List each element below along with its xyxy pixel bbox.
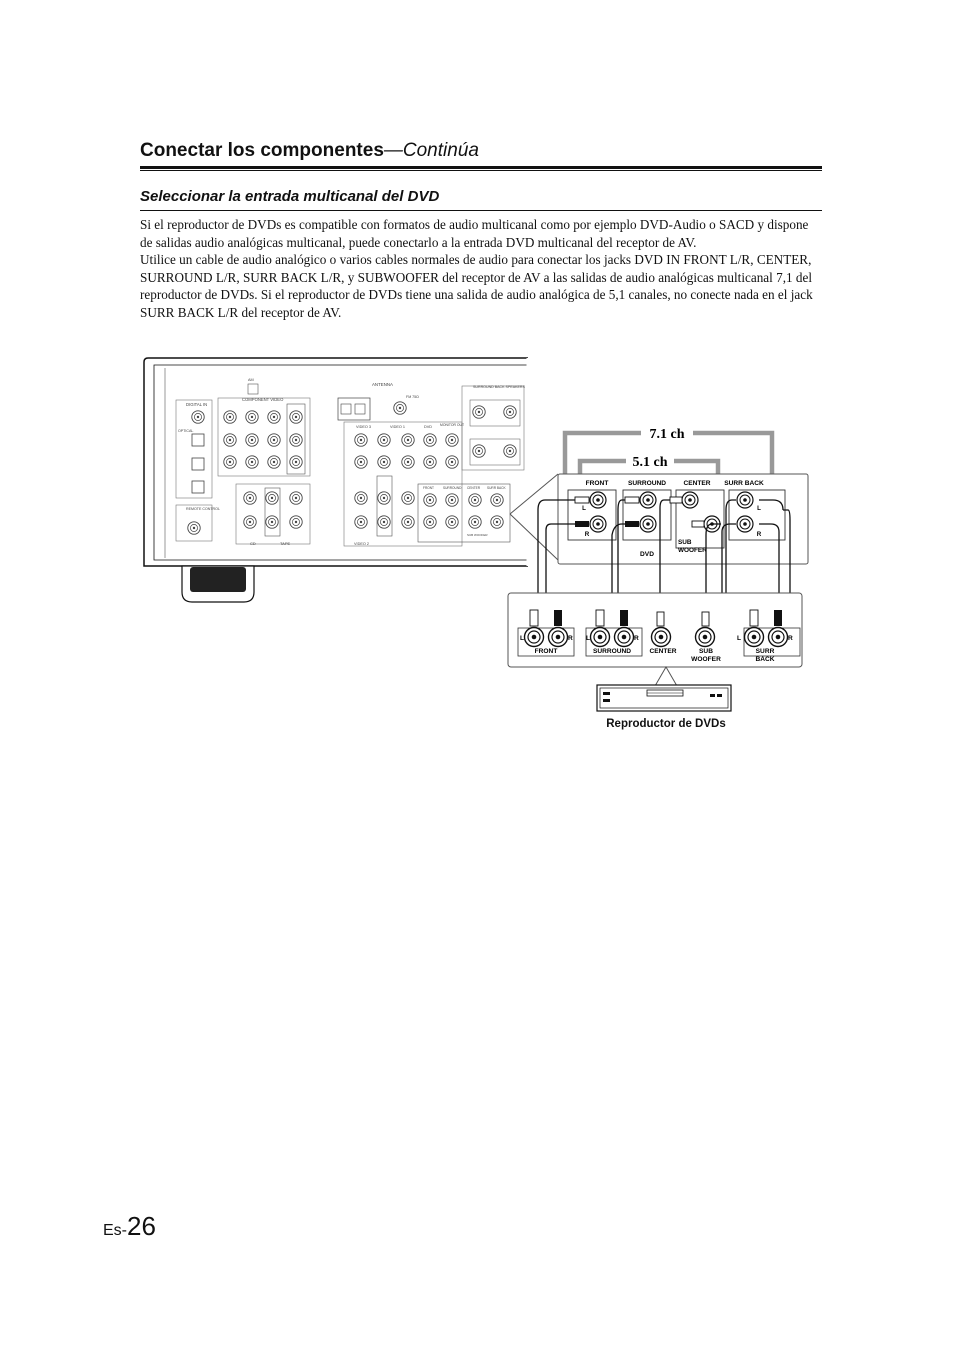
dvd-player-icon	[597, 685, 731, 711]
player-r-3: R	[788, 635, 793, 642]
page-prefix: Es-	[103, 1222, 127, 1239]
badge-5-1-ch: 5.1 ch	[632, 455, 668, 470]
panel-l-1: L	[582, 505, 586, 512]
player-surround-l-jack	[591, 628, 610, 647]
label-optical: OPTICAL	[178, 429, 194, 433]
receiver-rear-panel	[144, 358, 528, 602]
header-title-text: Conectar los componentes	[140, 140, 384, 161]
label-video2: VIDEO 2	[354, 542, 369, 546]
label-remote: REMOTE CONTROL	[186, 507, 220, 511]
player-label-front: FRONT	[534, 648, 558, 655]
label-surround-back-speakers: SURROUND BACK SPEAKERS	[473, 385, 525, 389]
player-front-r-jack	[549, 628, 568, 647]
panel-label-surr-back: SURR BACK	[724, 480, 764, 487]
label-cd: CD	[250, 541, 256, 546]
panel-label-sub: SUB	[678, 539, 692, 546]
player-label-center: CENTER	[649, 648, 677, 655]
label-small-surr-back: SURR BACK	[487, 486, 506, 490]
receiver-front-r-jack	[590, 516, 606, 532]
label-video3: VIDEO 3	[356, 425, 371, 429]
player-label-surr: SURR	[755, 648, 775, 655]
player-output-panel	[508, 593, 802, 667]
label-component-video: COMPONENT VIDEO	[242, 397, 284, 402]
label-video1: VIDEO 1	[390, 425, 405, 429]
player-subwoofer-jack	[696, 628, 715, 647]
label-small-front: FRONT	[423, 486, 434, 490]
player-label-sub: SUB	[699, 648, 713, 655]
player-surr-back-r-jack	[769, 628, 788, 647]
label-fm: FM 75Ω	[406, 395, 419, 399]
receiver-front-l-jack	[590, 492, 606, 508]
panel-label-surround: SURROUND	[627, 480, 667, 487]
paragraph-1: Si el reproductor de DVDs es compatible con formatos de audio multicanal como por ejemplo DVD-Audio o SACD y dispone de salidas audio analógicas multicanal, puede conectarlo a la entrada DVD multicanal del receptor de AV.	[140, 217, 809, 250]
player-r-2: R	[634, 635, 639, 642]
player-surr-back-l-jack	[745, 628, 764, 647]
badge-7-1-ch: 7.1 ch	[649, 427, 685, 442]
section-title: Seleccionar la entrada multicanal del DVD	[140, 188, 440, 205]
player-caption: Reproductor de DVDs	[606, 718, 726, 730]
header-continua: —Continúa	[383, 140, 479, 161]
receiver-surround-l-jack	[640, 492, 656, 508]
receiver-center-jack	[682, 492, 698, 508]
player-label-surround: SURROUND	[592, 648, 632, 655]
panel-l-2: L	[757, 505, 761, 512]
player-surround-r-jack	[615, 628, 634, 647]
player-front-l-jack	[525, 628, 544, 647]
label-small-center: CENTER	[467, 486, 481, 490]
label-digital-in: DIGITAL IN	[186, 402, 208, 407]
label-antenna: ANTENNA	[372, 382, 393, 387]
receiver-surr-back-r-jack	[737, 516, 753, 532]
player-label-woofer: WOOFER	[691, 656, 721, 663]
panel-label-center: CENTER	[683, 480, 711, 487]
receiver-surr-back-l-jack	[737, 492, 753, 508]
label-tape: TAPE	[280, 541, 291, 546]
label-am: AM	[248, 378, 254, 382]
page-number	[103, 1211, 156, 1242]
player-r-1: R	[568, 635, 573, 642]
player-l-2: L	[586, 635, 591, 642]
receiver-dvd-jack-panel	[558, 474, 808, 564]
player-label-back: BACK	[755, 656, 775, 663]
panel-r-1: R	[584, 531, 590, 538]
player-l-1: L	[520, 635, 525, 642]
label-small-sub: SUB WOOFER	[467, 533, 488, 537]
panel-label-woofer: WOOFER	[678, 547, 707, 554]
paragraph-2: Utilice un cable de audio analógico o varios cables normales de audio para conectar los jacks DVD IN FRONT L/R, CENTER, SURROUND L/R, SURR BACK L/R, y SUBWOOFER del receptor de AV a las salidas de audio analógicas multicanal 7,1 del reproductor de DVDs. Si el reproductor de DVDs tiene una salida de audio analógica de 5,1 canales, no conecte nada en el jack SURR BACK L/R del receptor de AV.	[140, 252, 813, 320]
label-dvd-small: DVD	[424, 425, 433, 429]
label-small-surround: SURROUND	[443, 486, 462, 490]
panel-r-2: R	[756, 531, 762, 538]
label-monitor-out: MONITOR OUT	[440, 423, 465, 427]
receiver-surround-r-jack	[640, 516, 656, 532]
panel-label-front: FRONT	[585, 480, 609, 487]
player-l-3: L	[737, 635, 742, 642]
player-center-jack	[652, 628, 671, 647]
panel-label-dvd: DVD	[640, 551, 654, 558]
page-number-value: 26	[127, 1211, 156, 1241]
